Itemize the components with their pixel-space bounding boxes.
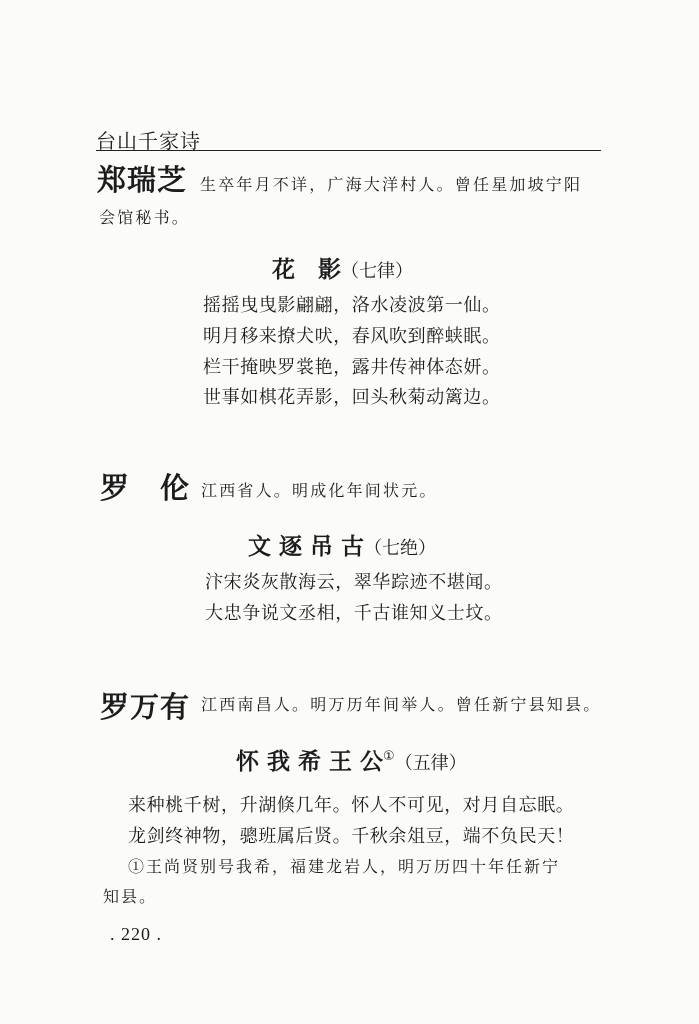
poem-line: 龙剑终神物，骢班属后贤。千秋余俎豆，端不负民天！ [128, 826, 575, 847]
poem-form: （五律） [394, 753, 467, 774]
author-name: 郑瑞芝 [97, 163, 188, 197]
footnote-text: ①王尚贤别号我希，福建龙岩人，明万历四十年任新宁 [128, 857, 561, 876]
footnote-mark: ① [383, 749, 395, 764]
author-bio-continued: 会馆秘书。 [99, 208, 191, 227]
poem-title-text: 文 逐 吊 古 [248, 534, 365, 560]
header-rule [96, 150, 601, 151]
poem-line: 大忠争说文丞相，千古谁知义士坟。 [205, 603, 503, 624]
poem-line: 栏干掩映罗裳艳，露井传神体态妍。 [203, 357, 501, 378]
poem-title-text: 花 影 [272, 257, 341, 283]
poem-line: 摇摇曳曳影翩翩，洛水凌波第一仙。 [203, 295, 501, 316]
poem-line: 汴宋炎灰散海云，翠华踪迹不堪闻。 [205, 572, 503, 593]
running-header: 台山千家诗 [96, 129, 201, 153]
author-bio: 生卒年月不详，广海大洋村人。曾任星加坡宁阳 [200, 175, 583, 194]
poem-title [248, 528, 436, 561]
poem-line: 来种桃千树，升湖倏几年。怀人不可见，对月自忘眠。 [128, 795, 575, 816]
page-number: . 220 . [110, 924, 162, 944]
poem-form: （七律） [341, 261, 413, 282]
poem-title [236, 743, 467, 776]
poem-title-text: 怀 我 希 王 公 [236, 749, 384, 775]
author-name: 罗 伦 [100, 471, 191, 505]
footnote-text-continued: 知县。 [103, 887, 158, 906]
poem-line: 明月移来撩犬吠，春风吹到醉蛱眠。 [203, 326, 501, 347]
author-bio: 江西南昌人。明万历年间举人。曾任新宁县知县。 [201, 695, 602, 714]
author-name: 罗万有 [100, 690, 191, 724]
poem-line: 世事如棋花弄影，回头秋菊动篱边。 [203, 387, 501, 408]
author-bio: 江西省人。明成化年间状元。 [201, 481, 438, 500]
poem-form: （七绝） [364, 538, 437, 559]
poem-title [272, 251, 413, 284]
